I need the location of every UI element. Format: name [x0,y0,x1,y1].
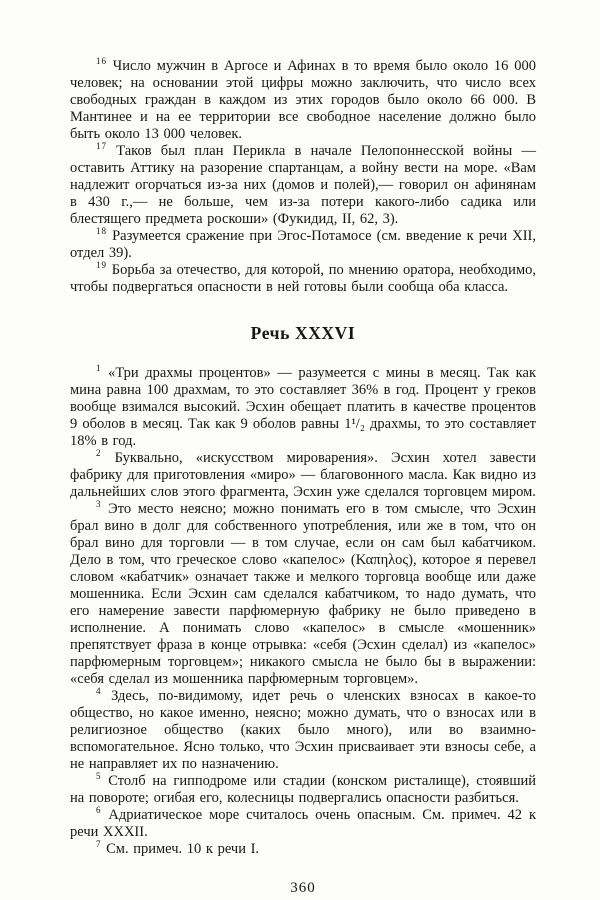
footnote-19: $^{19}$ Борьба за отечество, для которой, по мнению оратора, необходимо, чтобы подвергаться опасности в ней готовы были сообща оба класса. [70,260,536,295]
footnote-number: 3 [96,499,102,510]
footnote-number: 2 [96,448,102,459]
footnote-number: 18 [96,226,107,237]
footnote-16: $^{16}$ Число мужчин в Аргосе и Афинах в то время было около 16 000 человек; на основании этой цифры можно заключить, что число всех свободных граждан в каждом из этих городов было около 66 000. В Мантинее и на ее территории все свободное население должно было быть около 13 000 человек. [70,56,536,142]
footnote-2: $^2$ Буквально, «искусством мироварения». Эсхин хотел завести фабрику для приготовления «миро» — благовонного масла. Как видно из дальнейших слов этого фрагмента, Эсхин уже сделался торговцем миром. [70,448,536,500]
footnotes-speech-xxxvi [70,365,536,858]
footnote-number: 19 [96,260,107,271]
footnote-number: 16 [96,56,107,67]
footnote-number: 5 [96,771,102,782]
footnote-number: 1 [96,363,102,374]
section-heading: Речь XXXVI [250,323,356,343]
footnotes-previous-speech [70,58,536,296]
footnote-number: 7 [96,839,102,850]
footnote-17: $^{17}$ Таков был план Перикла в начале Пелопоннесской войны — оставить Аттику на разорение спартанцам, а войну вести на море. «Вам надлежит огорчаться из-за них (домов и полей),— говорил он афинянам в 430 г.,— не больше, чем из-за потери какого-либо садика или блестящего предмета роскоши» (Фукидид, II, 62, 3). [70,141,536,227]
footnote-number: 17 [96,141,107,152]
footnote-4: $^4$ Здесь, по-видимому, идет речь о членских взносах в какое-то общество, но какое именно, неясно; можно думать, что о взносах или в религиозное общество (каких было много), или во взаимно-вспомогательное. Ясно только, что Эсхин присваивает эти взносы себе, а не направляет их по назначению. [70,686,536,772]
page-number: 360 [290,880,316,896]
footnote-3: $^3$ Это место неясно; можно понимать его в том смысле, что Эсхин брал вино в долг для собственного употребления, или же в том, что он брал вино для торговли — в том случае, если он сам был кабатчиком. Дело в том, что греческое слово «капелос» (Καπηλος), которое я перевел словом «кабатчик» означает также и мелкого торговца вообще или даже мошенника. Если Эсхин сам сделался кабатчиком, то надо думать, что его намерение завести парфюмерную фабрику не было приведено в исполнение. А понимать слово «капелос» в смысле «мошенник» препятствует фраза в конце отрывка: «себя (Эсхин сделал) из «капелос» парфюмерным торговцем»; никакого смысла не было бы в выражении: «себя сделал из мошенника парфюмерным торговцем». [70,499,536,687]
footnote-18: $^{18}$ Разумеется сражение при Эгос-Потамосе (см. введение к речи XII, отдел 39). [70,226,536,261]
footnote-1: $^1$ «Три драхмы процентов» — разумеется с мины в месяц. Так как мина равна 100 драхмам, то это составляет 36% в год. Процент у греков вообще взимался высокий. Эсхин обещает платить в качестве процентов 9 оболов в месяц. Так как 9 оболов равны 1¹/₂ драхмы, то это составляет 18% в год. [70,363,536,449]
footnote-6: $^6$ Адриатическое море считалось очень опасным. См. примеч. 42 к речи XXXII. [70,805,536,840]
footnote-5: $^5$ Столб на гипподроме или стадии (конском ристалище), стоявший на повороте; огибая его, колесницы подвергались опасности разбиться. [70,771,536,806]
footnote-7: $^7$ См. примеч. 10 к речи I. [96,839,260,857]
footnote-number: 6 [96,805,102,816]
footnote-number: 4 [96,686,102,697]
